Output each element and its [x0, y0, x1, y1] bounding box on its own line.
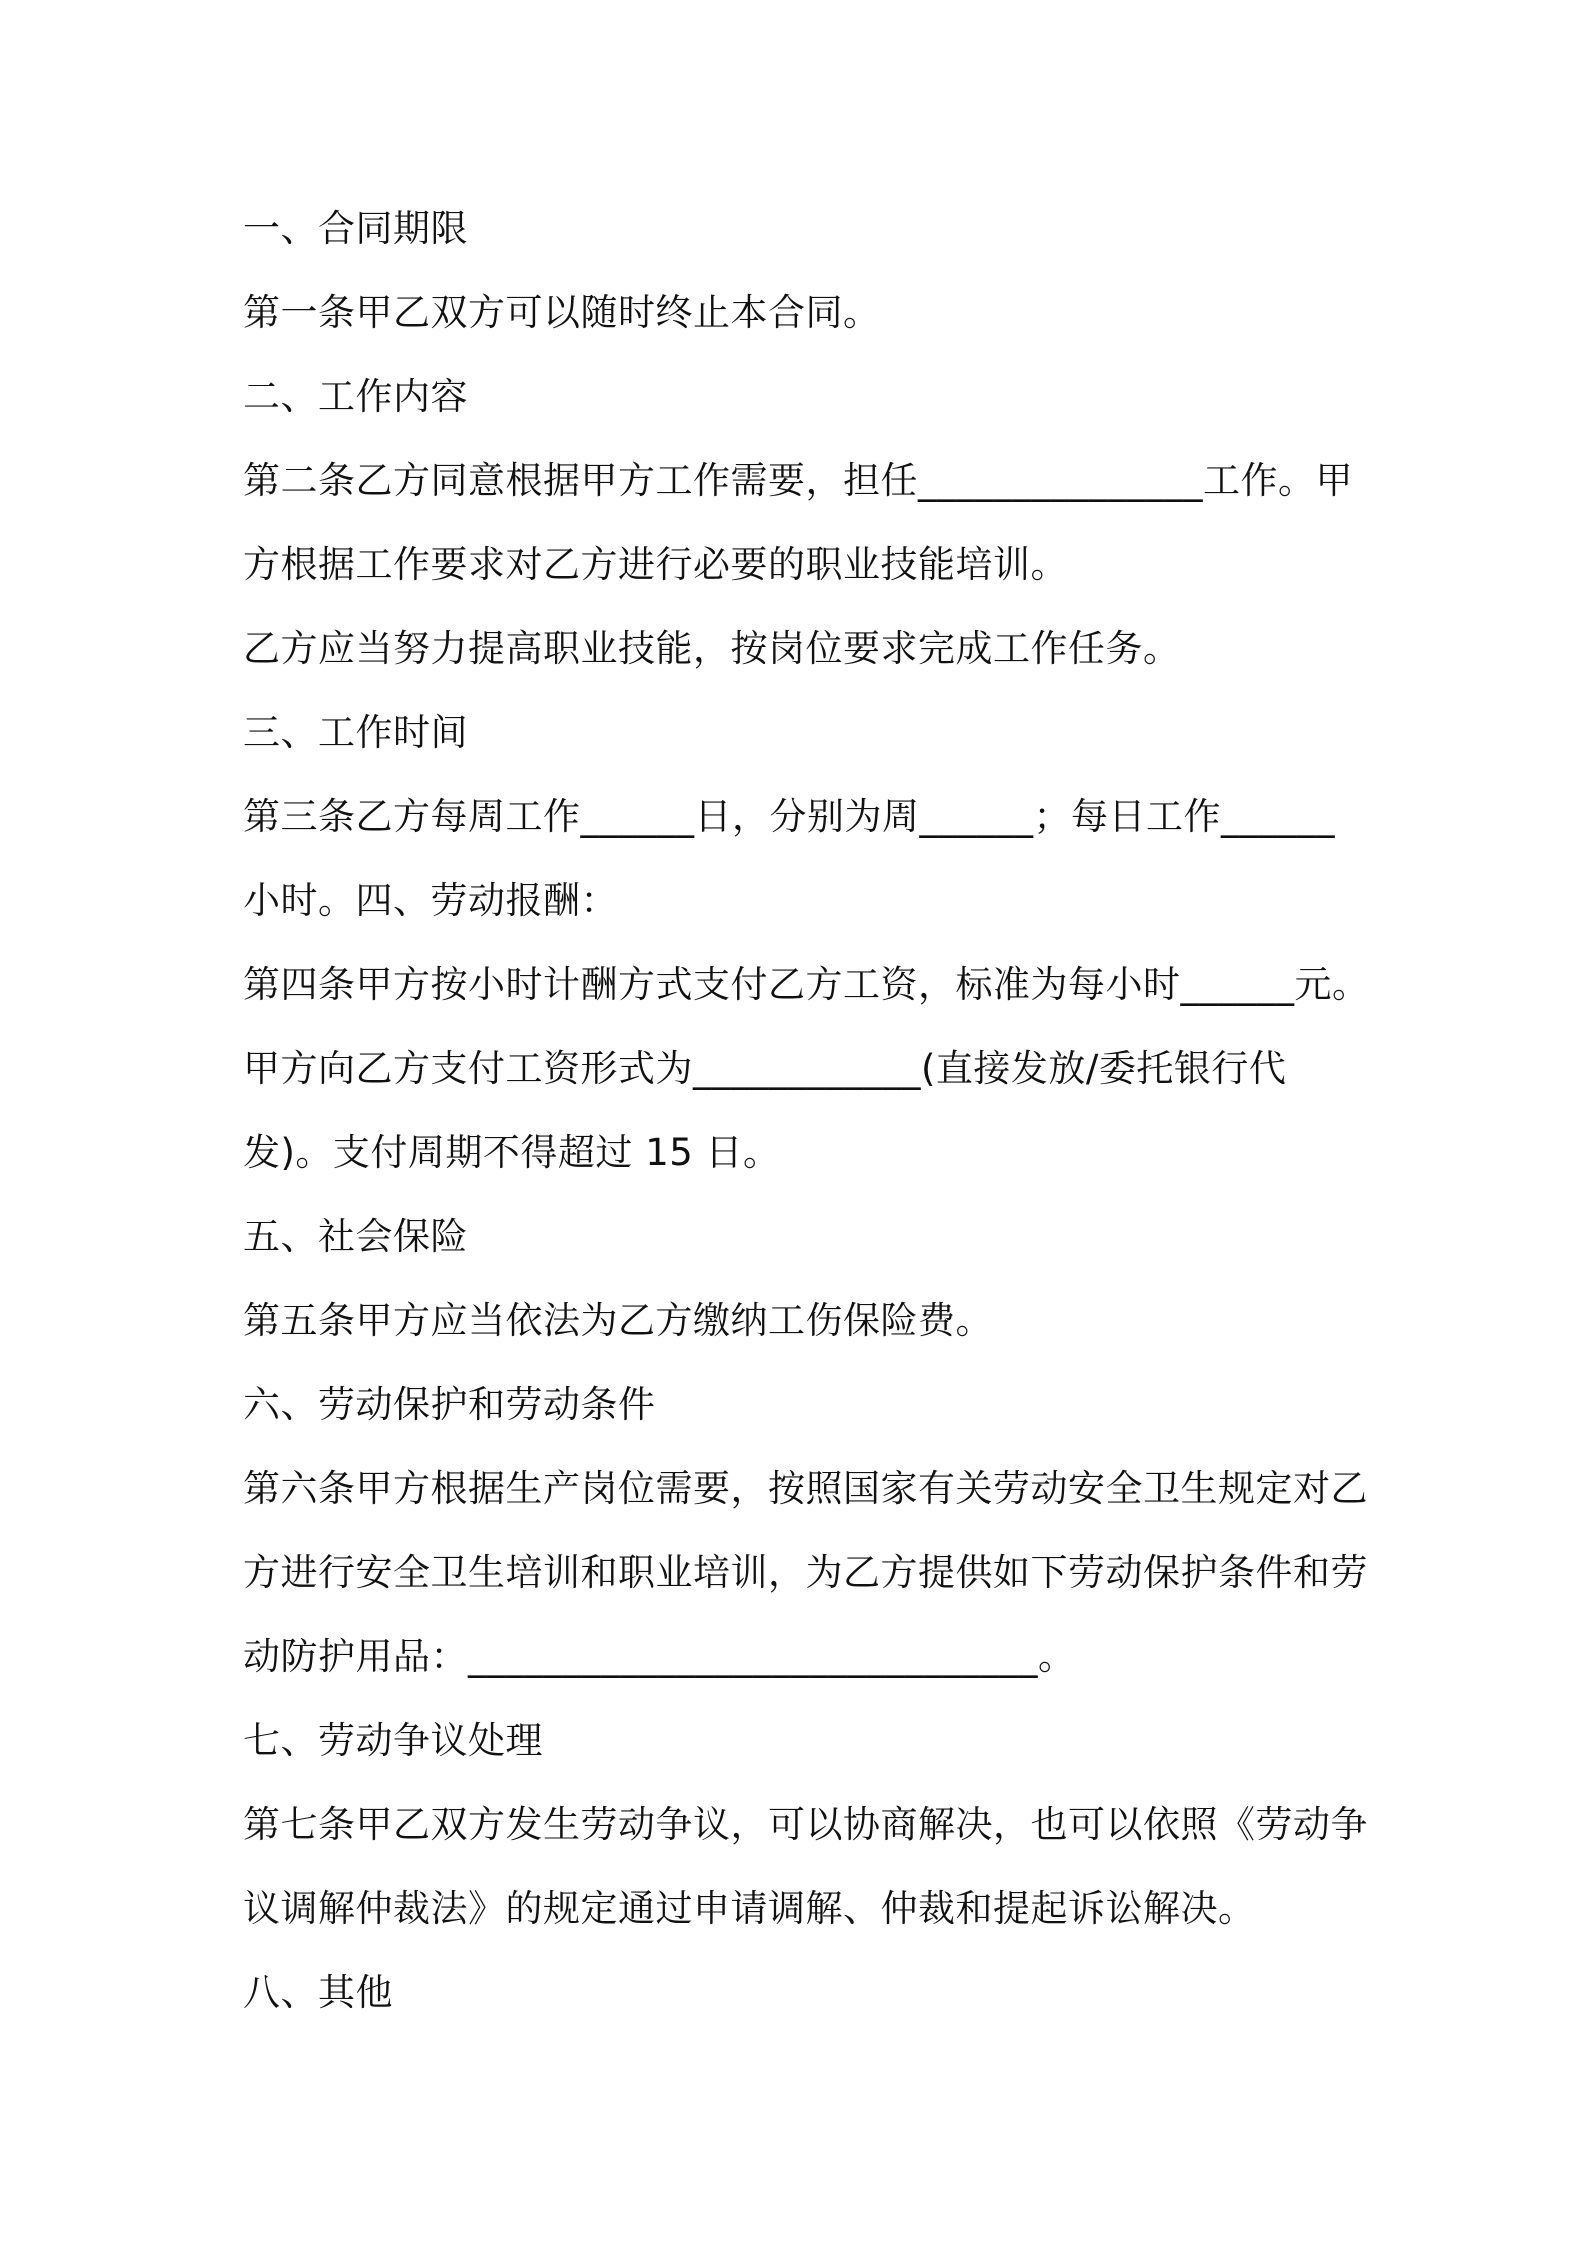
section-heading-work-time: 三、工作时间	[243, 711, 468, 754]
article-3-text-line-1: 第三条乙方每周工作______日，分别为周______；每日工作______	[243, 795, 1335, 838]
article-4-text-line-3: 发)。支付周期不得超过 15 日。	[243, 1131, 781, 1174]
article-5-text: 第五条甲方应当依法为乙方缴纳工伤保险费。	[243, 1299, 993, 1342]
section-heading-labor-disputes: 七、劳动争议处理	[243, 1719, 543, 1762]
article-6-text-line-2: 方进行安全卫生培训和职业培训，为乙方提供如下劳动保护条件和劳	[243, 1551, 1368, 1594]
article-2-text-line-3: 乙方应当努力提高职业技能，按岗位要求完成工作任务。	[243, 627, 1181, 670]
section-heading-work-content: 二、工作内容	[243, 375, 468, 418]
section-heading-labor-protection: 六、劳动保护和劳动条件	[243, 1383, 656, 1426]
article-7-text-line-2: 议调解仲裁法》的规定通过申请调解、仲裁和提起诉讼解决。	[243, 1887, 1256, 1930]
article-2-text-line-1: 第二条乙方同意根据甲方工作需要，担任_______________工作。甲	[243, 459, 1353, 502]
article-4-text-line-1: 第四条甲方按小时计酬方式支付乙方工资，标准为每小时______元。	[243, 963, 1370, 1006]
section-heading-other: 八、其他	[243, 1971, 393, 2014]
article-3-text-line-2: 小时。四、劳动报酬：	[243, 879, 618, 922]
section-heading-contract-term: 一、合同期限	[243, 207, 468, 250]
section-heading-social-insurance: 五、社会保险	[243, 1215, 468, 1258]
article-4-text-line-2: 甲方向乙方支付工资形式为____________(直接发放/委托银行代	[243, 1047, 1287, 1090]
article-6-text-line-3: 动防护用品：______________________________。	[243, 1635, 1076, 1678]
article-2-text-line-2: 方根据工作要求对乙方进行必要的职业技能培训。	[243, 543, 1068, 586]
article-7-text-line-1: 第七条甲乙双方发生劳动争议，可以协商解决，也可以依照《劳动争	[243, 1803, 1368, 1846]
article-1-text: 第一条甲乙双方可以随时终止本合同。	[243, 291, 881, 334]
article-6-text-line-1: 第六条甲方根据生产岗位需要，按照国家有关劳动安全卫生规定对乙	[243, 1467, 1368, 1510]
